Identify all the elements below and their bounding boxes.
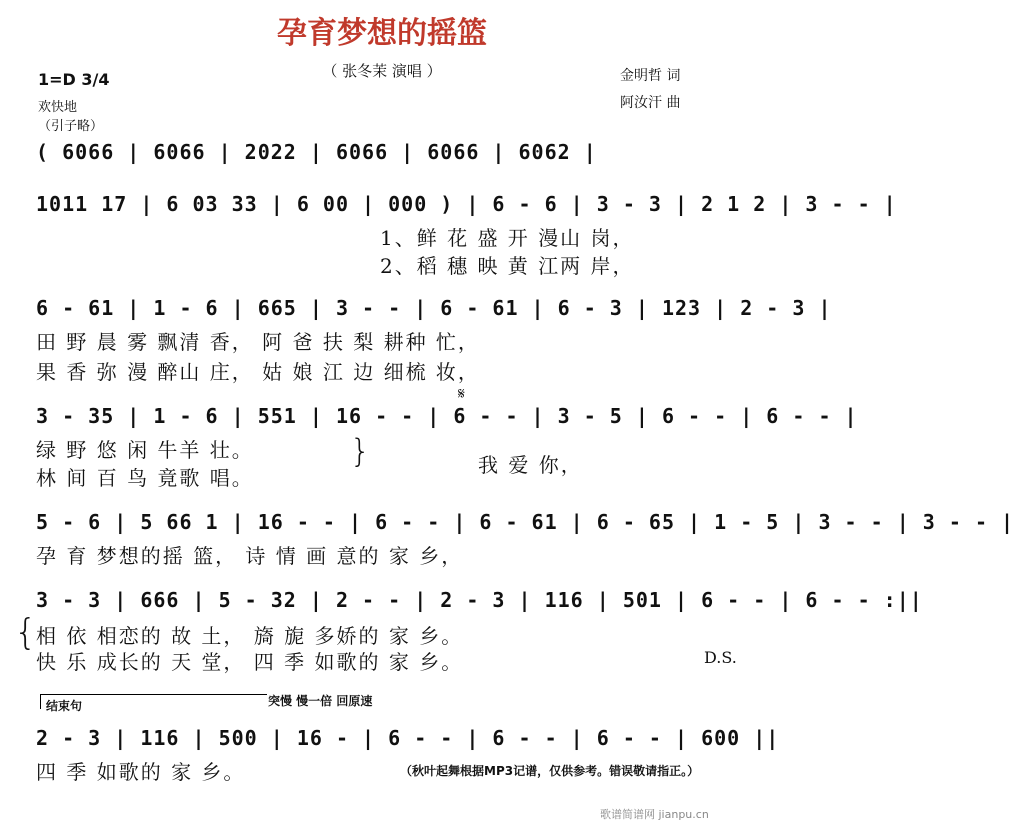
segno-mark: 𝄋 — [458, 384, 465, 403]
lyricist-credit: 金明哲 词 — [620, 68, 681, 84]
composer-credit: 阿汝汗 曲 — [620, 95, 681, 111]
score-line-4-lyrics-verse2: 林 间 百 鸟 竟歌 唱。 — [36, 466, 254, 490]
song-title: 孕育梦想的摇篮 — [277, 16, 487, 51]
score-line-5-notes: 5 - 6 | 5 66 1 | 16 - - | 6 - - | 6 - 61 | 6 - 65 | 1 - 5 | 3 - - | 3 - - | — [36, 510, 1014, 534]
score-line-3-notes: 6 - 61 | 1 - 6 | 665 | 3 - - | 6 - 61 | 6 - 3 | 123 | 2 - 3 | — [36, 296, 832, 320]
score-line-6-notes: 3 - 3 | 666 | 5 - 32 | 2 - - | 2 - 3 | 116 | 501 | 6 - - | 6 - - :|| — [36, 588, 923, 612]
score-line-5-lyrics: 孕 育 梦想的摇 篮， 诗 情 画 意的 家 乡， — [36, 544, 464, 568]
score-line-4-lyrics-verse1: 绿 野 悠 闲 牛羊 壮。 — [36, 438, 254, 462]
intro-note: （引子略） — [38, 119, 104, 134]
score-line-2-notes: 1011 17 | 6 03 33 | 6 00 | 000 ) | 6 - 6 | 3 - 3 | 2 1 2 | 3 - - | — [36, 192, 897, 216]
singer-credit: （ 张冬茉 演唱 ） — [322, 62, 442, 80]
refrain-lyrics: 我 爱 你， — [478, 453, 583, 477]
score-line-3-lyrics-verse1: 田 野 晨 雾 飘清 香， 阿 爸 扶 梨 耕种 忙， — [36, 330, 480, 354]
score-line-2-lyrics-verse1: 1、鲜 花 盛 开 漫山 岗， — [380, 226, 635, 250]
score-line-3-lyrics-verse2: 果 香 弥 漫 醉山 庄， 姑 娘 江 边 细梳 妆， — [36, 360, 480, 384]
ending-label: 结束句 — [46, 699, 83, 713]
ending-tempo-marks: 突慢 慢一倍 回原速 — [268, 694, 373, 708]
score-line-1-notes: ( 6066 | 6066 | 2022 | 6066 | 6066 | 6062 | — [36, 140, 597, 164]
score-line-6-lyrics-verse2: 快 乐 成长的 天 堂， 四 季 如歌的 家 乡。 — [36, 650, 464, 674]
score-line-2-lyrics-verse2: 2、稻 穗 映 黄 江两 岸， — [380, 254, 635, 278]
ds-marking: D.S. — [704, 648, 737, 667]
score-line-6-lyrics-verse1: 相 依 相恋的 故 土， 旖 旎 多娇的 家 乡。 — [36, 624, 464, 648]
transcription-remark: （秋叶起舞根据MP3记谱，仅供参考。错误敬请指正。） — [400, 764, 700, 778]
tempo-marking: 欢快地 — [38, 100, 78, 115]
verse-brace-left: { — [14, 612, 37, 653]
score-line-4-notes: 3 - 35 | 1 - 6 | 551 | 16 - - | 6 - - | 3 - 5 | 6 - - | 6 - - | — [36, 404, 858, 428]
verse-brace: } — [350, 432, 371, 470]
score-line-7-notes: 2 - 3 | 116 | 500 | 16 - | 6 - - | 6 - - | 6 - - | 600 || — [36, 726, 780, 750]
key-signature: 1=D 3/4 — [38, 70, 110, 89]
score-line-7-lyrics: 四 季 如歌的 家 乡。 — [36, 760, 246, 784]
site-watermark: 歌谱简谱网 jianpu.cn — [600, 808, 709, 821]
